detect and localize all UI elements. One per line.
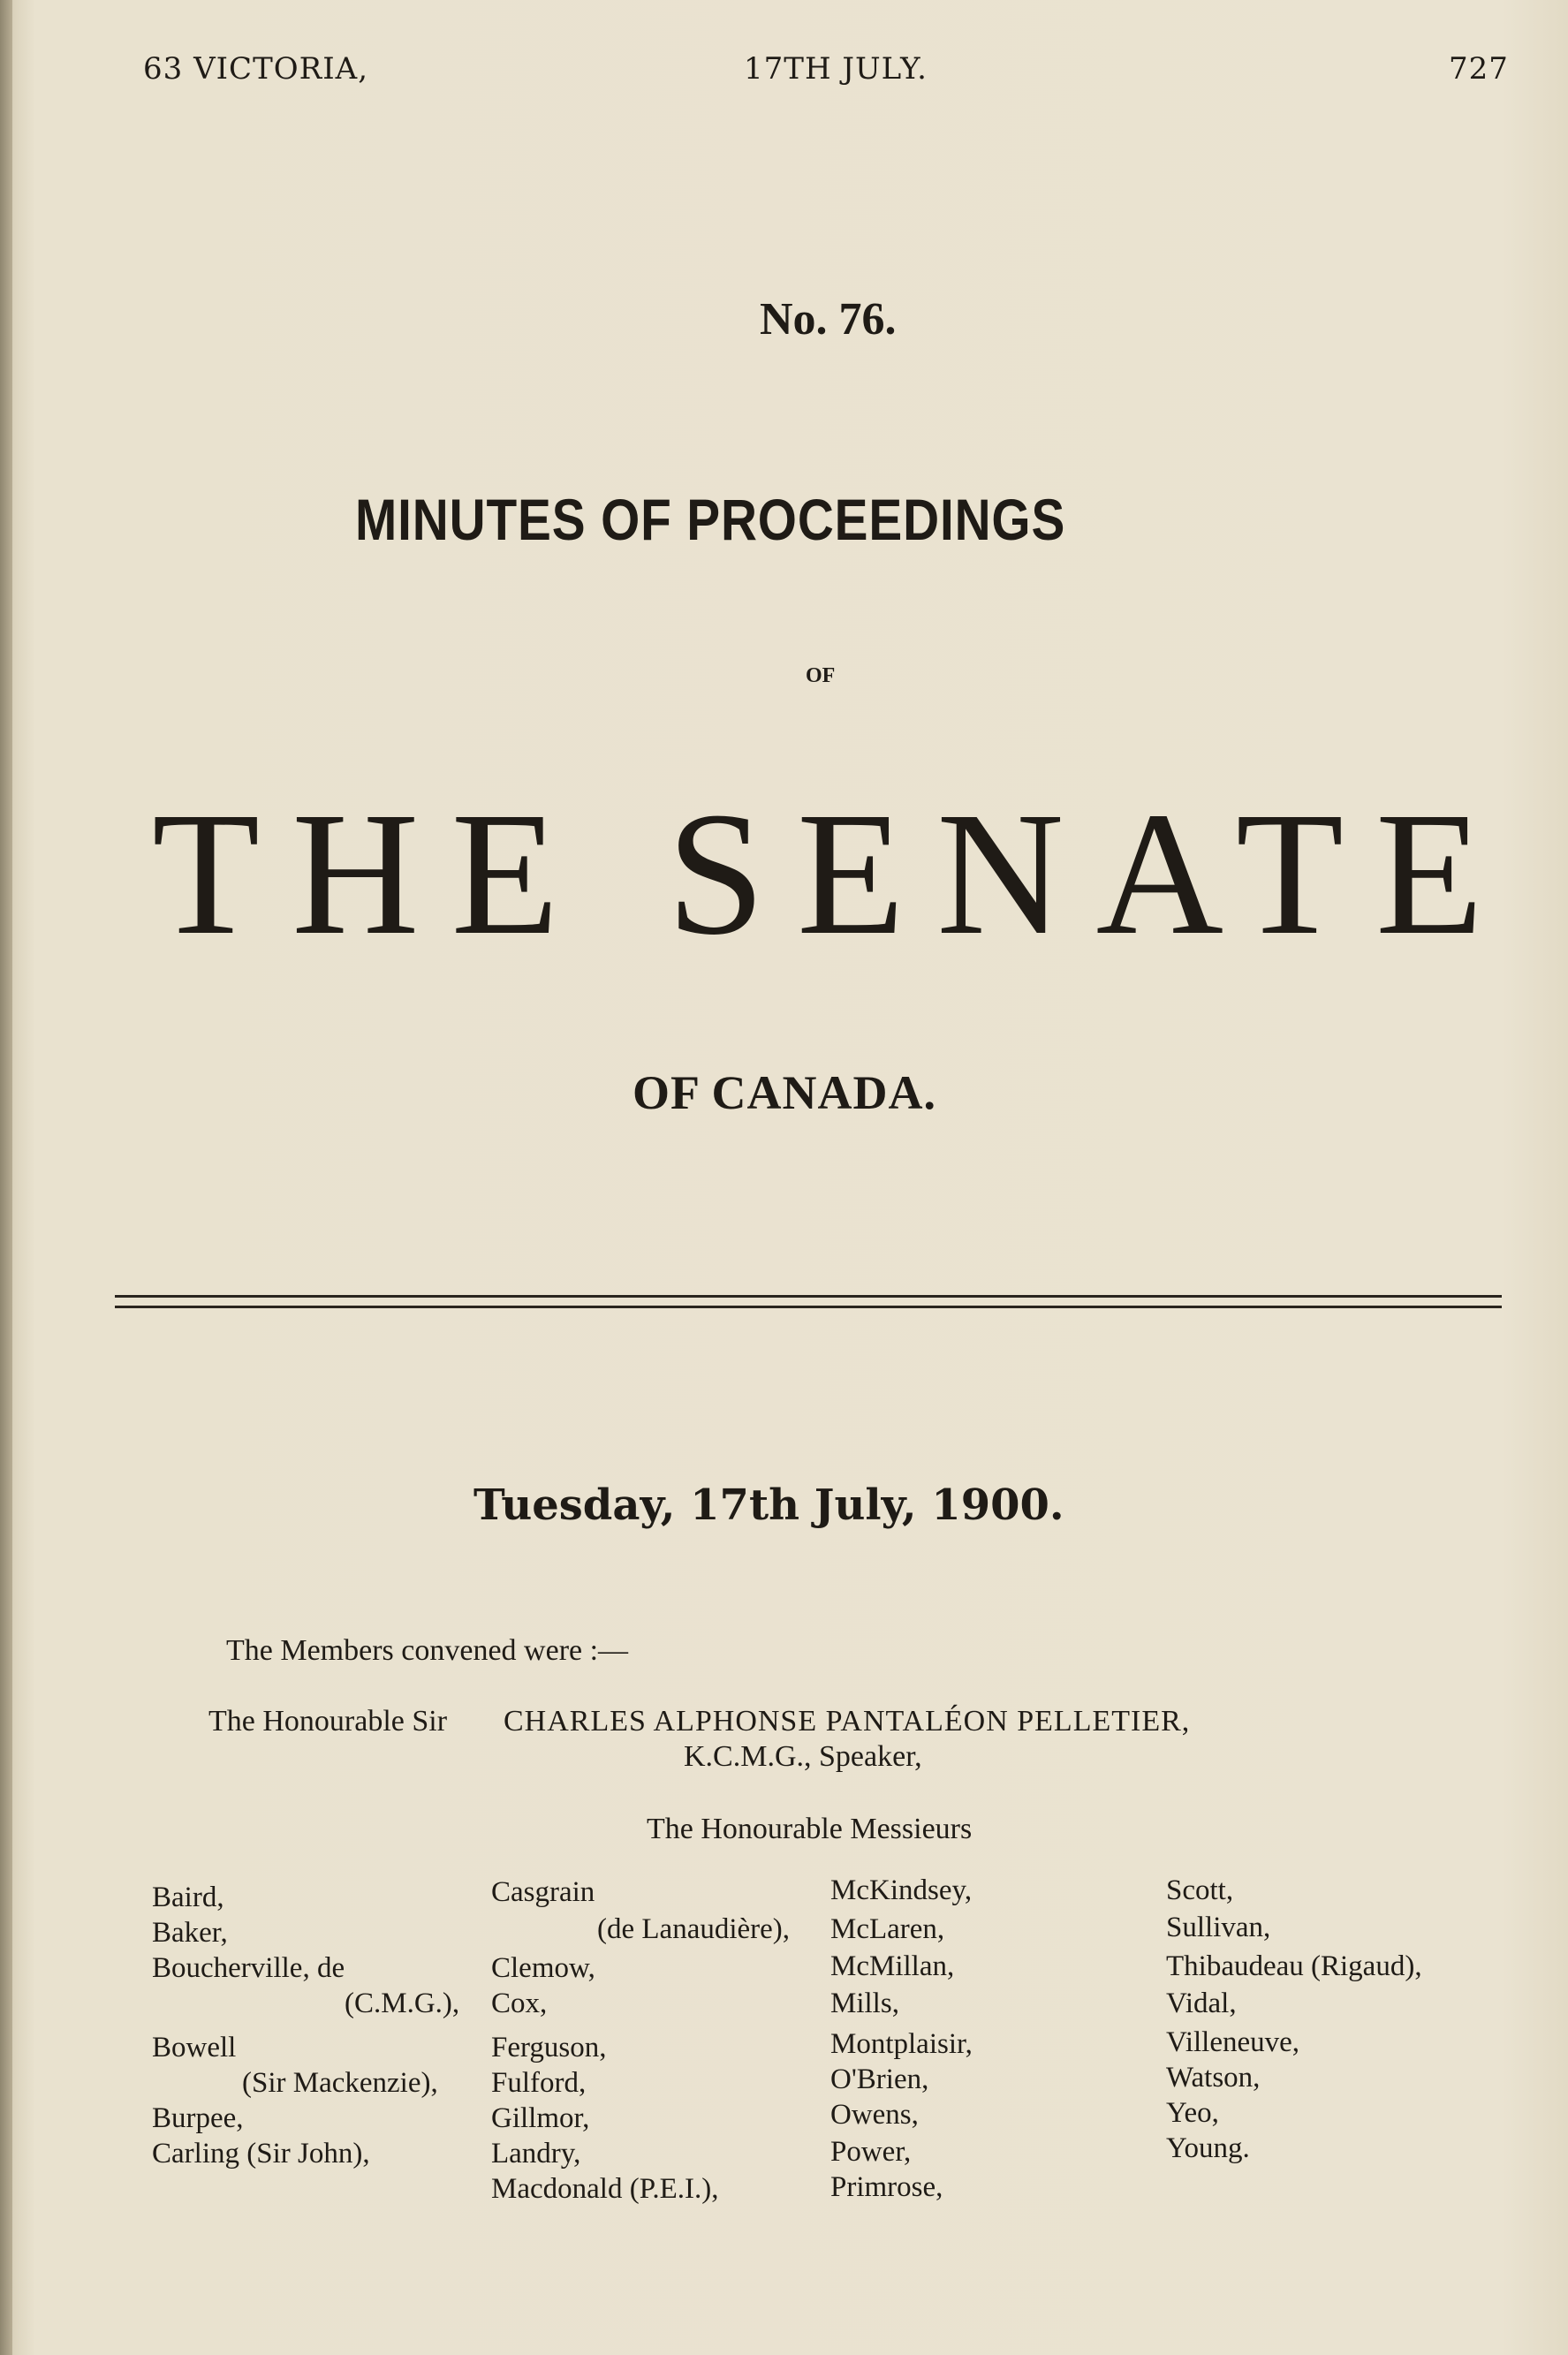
member-name: Young.	[1166, 2132, 1250, 2164]
minutes-number: No. 76.	[760, 294, 897, 345]
member-name: Sullivan,	[1166, 1912, 1271, 1943]
member-name: Clemow,	[491, 1952, 595, 1984]
member-name: McLaren,	[830, 1913, 945, 1945]
title-minutes: MINUTES OF PROCEEDINGS	[355, 487, 1066, 552]
member-name: Boucherville, de	[152, 1952, 345, 1984]
member-name: Villeneuve,	[1166, 2026, 1300, 2058]
title-canada: OF CANADA.	[633, 1066, 936, 1119]
member-name: Gillmor,	[491, 2102, 590, 2134]
member-name: McMillan,	[830, 1950, 955, 1982]
member-name: Landry,	[491, 2138, 581, 2169]
member-name: Watson,	[1166, 2062, 1261, 2094]
speaker-title: K.C.M.G., Speaker,	[684, 1740, 922, 1773]
speaker-name: CHARLES ALPHONSE PANTALÉON PELLETIER,	[504, 1705, 1191, 1738]
member-name: Macdonald (P.E.I.),	[491, 2173, 719, 2205]
member-name: Ferguson,	[491, 2032, 607, 2063]
sitting-date: Tuesday, 17th July, 1900.	[473, 1480, 1064, 1530]
members-convened-label: The Members convened were :—	[226, 1634, 629, 1667]
member-name: Baird,	[152, 1882, 224, 1913]
member-name: O'Brien,	[830, 2063, 929, 2095]
member-name-continued: (de Lanaudière),	[597, 1913, 791, 1945]
member-name: Casgrain	[491, 1876, 595, 1908]
member-name: Baker,	[152, 1917, 228, 1949]
title-the-senate: THE SENATE	[152, 776, 1516, 972]
member-name: Carling (Sir John),	[152, 2138, 370, 2169]
member-name: McKindsey,	[830, 1874, 973, 1906]
member-name: Power,	[830, 2136, 912, 2168]
page-number: 727	[1449, 51, 1509, 87]
member-name: Cox,	[491, 1988, 548, 2019]
double-rule-bottom	[115, 1306, 1502, 1308]
member-name-continued: (Sir Mackenzie),	[242, 2067, 438, 2099]
header-date: 17TH JULY.	[744, 51, 928, 87]
speaker-prefix: The Honourable Sir	[208, 1705, 448, 1738]
member-name: Owens,	[830, 2099, 919, 2131]
member-name: Scott,	[1166, 1874, 1234, 1906]
member-name: Bowell	[152, 2032, 237, 2063]
member-name: Yeo,	[1166, 2097, 1219, 2129]
book-spine	[0, 0, 12, 2355]
member-name: Primrose,	[830, 2171, 943, 2203]
member-name-continued: (C.M.G.),	[345, 1988, 460, 2019]
double-rule-top	[115, 1295, 1502, 1298]
member-name: Mills,	[830, 1988, 899, 2019]
member-name: Burpee,	[152, 2102, 244, 2134]
title-of: OF	[806, 664, 836, 687]
honourable-messieurs-label: The Honourable Messieurs	[647, 1813, 973, 1845]
member-name: Thibaudeau (Rigaud),	[1166, 1950, 1422, 1982]
member-name: Montplaisir,	[830, 2028, 973, 2060]
header-session: 63 VICTORIA,	[143, 51, 369, 87]
member-name: Vidal,	[1166, 1988, 1237, 2019]
member-name: Fulford,	[491, 2067, 587, 2099]
